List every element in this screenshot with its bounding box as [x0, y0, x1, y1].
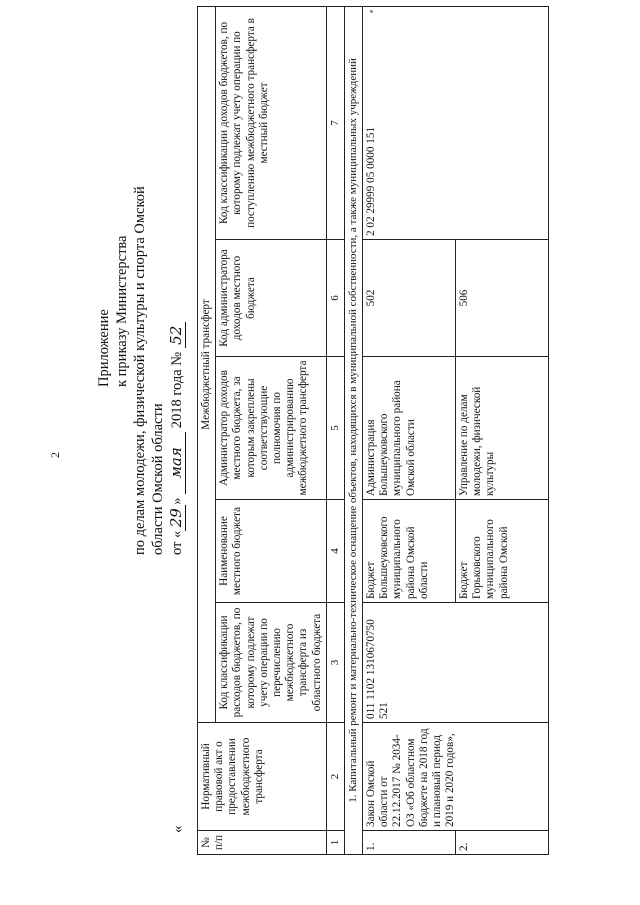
page-number: 2 — [48, 452, 62, 458]
header-line-4: области Омской области — [150, 403, 166, 555]
row-number: 2. — [456, 831, 549, 855]
law-text: Закон Омской области от 22.12.2017 № 2034-ОЗ «Об областном бюджете на 2018 год и плановый период 2019 и 2020 годов», — [365, 728, 457, 827]
expense-code-cell: 011 1102 1310670750 521 — [363, 603, 549, 723]
admin-code-cell: 506 — [456, 240, 549, 357]
column-number: 7 — [326, 6, 344, 239]
income-code-cell: 2 02 29999 05 0000 151 — [363, 6, 549, 239]
table-row — [363, 6, 456, 854]
column-numbers-row — [326, 6, 344, 854]
appendix-header — [95, 35, 186, 555]
header-date-line — [167, 35, 186, 555]
group-header: Межбюджетный трансферт — [198, 6, 216, 722]
col-header-income-code: Код классификации доходов бюджетов, по которому подлежат учету операции по поступлению межбюджетного трансферта в местный бюджет — [216, 6, 327, 239]
col-header-expense-code: Код классификации расходов бюджетов, по которому подлежат учету операции по перечислению межбюджетного трансферта из областного бюджета — [216, 603, 327, 723]
col-header-law: Нормативный правовой акт о предоставлении межбюджетного трансферта — [198, 723, 327, 831]
section-row — [345, 6, 363, 854]
table-header-row-1 — [198, 6, 216, 854]
number-sign: № — [169, 351, 185, 366]
date-year: 2018 года — [169, 369, 185, 429]
header-line-2: к приказу Министерства — [114, 235, 130, 387]
column-number: 4 — [326, 500, 344, 603]
admin-code-cell: 502 — [363, 240, 456, 357]
col-header-num: № п/п — [198, 831, 327, 855]
column-number: 3 — [326, 603, 344, 723]
budget-cell: Бюджет Большеуковского муниципального района Омской области — [363, 500, 456, 603]
date-month: мая — [167, 432, 186, 494]
date-prefix: от « — [169, 530, 185, 555]
law-cell — [363, 723, 549, 831]
opening-quote: « — [170, 825, 186, 833]
header-line-3: по делам молодежи, физической культуры и спорта Омской — [132, 186, 148, 555]
col-header-admin: Администратор доходов местного бюджета, за которым закреплены соответствующие полномочия по администрированию межбюджетного трансферта — [216, 357, 327, 500]
order-number: 52 — [167, 322, 186, 348]
date-day: 29 — [167, 505, 186, 531]
budget-text: Бюджет Горьковского муниципального района Омской — [458, 519, 510, 599]
transfer-table — [197, 6, 549, 855]
column-number: 1 — [326, 831, 344, 855]
budget-cell — [456, 500, 549, 603]
date-mid: » — [169, 497, 185, 505]
column-number: 6 — [326, 240, 344, 357]
col-header-budget: Наименование местного бюджета — [216, 500, 327, 603]
section-title: 1. Капитальный ремонт и материально-техническое оснащение объектов, находящихся в муниципальной собственности, а также муниципальных учреждений — [345, 6, 363, 854]
col-header-admin-code: Код администратора доходов местного бюджета — [216, 240, 327, 357]
admin-cell — [456, 357, 549, 500]
admin-text: Управление по делам молодежи, физической культуры — [458, 386, 497, 496]
admin-cell: Администрация Большеуковского муниципального района Омской области — [363, 357, 456, 500]
column-number: 5 — [326, 357, 344, 500]
row-number: 1. — [363, 831, 456, 855]
column-number: 2 — [326, 723, 344, 831]
header-line-1: Приложение — [96, 309, 112, 387]
